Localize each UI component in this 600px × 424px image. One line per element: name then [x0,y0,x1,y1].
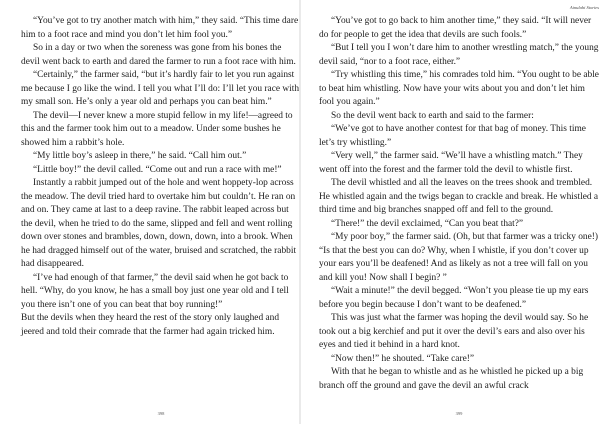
paragraph: This was just what the farmer was hoping the devil would say. So he took out a big kerchief and put it over the devil’s ears and also over his eyes and tied it behind in a hard knot. [319,313,589,350]
paragraph: With that he began to whistle and as he whistled he picked up a big branch off the ground and gave the devil an awful crack [319,367,584,391]
paragraph: “Wait a minute!” the devil begged. “Won’t you please tie up my ears before you begin because I don’t want to be deafened.” [319,286,589,310]
paragraph: “Now then!” he shouted. “Take care!” [331,353,475,364]
running-head: Ainulahi Stories [569,5,599,10]
page-number: 398 [157,411,165,416]
paragraph: “I’ve had enough of that farmer,” the devil said when he got back to hell. “Why, do you know, he has a small boy just one year old and I tell you there isn’t one of you can beat that boy running!” [21,272,289,310]
page-number: 399 [455,411,463,416]
paragraph: “There!” the devil exclaimed, “Can you beat that?” [331,218,524,229]
right-page [319,0,599,424]
paragraph: The devil—I never knew a more stupid fellow in my life!—agreed to this and the farmer took him out to a meadow. Under some bushes he showed him a rabbit’s hole. [21,110,293,148]
paragraph: But the devils when they heard the rest of the story only laughed and jeered and told their comrade that the farmer had again tricked him. [21,313,280,337]
book-gutter [299,0,301,424]
paragraph: “You’ve got to try another match with him,” they said. “This time dare him to a foot race and mind you don’t let him fool you.” [21,16,299,40]
paragraph: “My little boy’s asleep in there,” he said. “Call him out.” [33,151,247,161]
right-page-text [319,15,599,393]
paragraph: “Very well,” the farmer said. “We’ll have a whistling match.” They went off into the forest and the farmer told the devil to whistle first. [319,151,583,175]
paragraph: “Little boy!” the devil called. “Come out and run a race with me!” [33,164,282,175]
paragraph: So in a day or two when the soreness was gone from his bones the devil went back to earth and dared the farmer to run a foot race with him. [21,43,296,67]
paragraph: “Certainly,” the farmer said, “but it’s hardly fair to let you run against me because I go like the wind. I tell you what I’ll do: I’ll let you race with my small son. He’s only a year old and perhaps you can beat him.” [21,70,300,107]
left-page [21,0,301,424]
paragraph: “We’ve got to have another contest for that bag of money. This time let’s try whistling.” [319,124,586,148]
paragraph: Instantly a rabbit jumped out of the hole and went hoppety-lop across the meadow. The devil tried hard to overtake him but couldn’t. He ran on and on. They came at last to a deep ravine. The rabbit leaped across but the devil, when he tried to do the same, slipped and fell and went rolling down over stones and brambles, down, down, down, into a brook. When he had dragged himself out of the water, bruised and scratched, the rabbit had disappeared. [21,178,297,269]
paragraph: “My poor boy,” the farmer said. (Oh, but that farmer was a tricky one!) “Is that the best you can do? Why, when I whistle, if you don’t cover up your ears you’ll be deafened! And as likely as not a tree will fall on you and kill you! Now shall I begin? ” [319,232,599,283]
left-page-text [21,15,301,339]
paragraph: “But I tell you I won’t dare him to another wrestling match,” the young devil said, “nor to a foot race, either.” [319,43,599,67]
paragraph: “Try whistling this time,” his comrades told him. “You ought to be able to beat him whistling. Now have your wits about you and don’t let him fool you again.” [319,70,599,107]
paragraph: The devil whistled and all the leaves on the trees shook and trembled. He whistled again and the twigs began to crackle and break. He whistled a third time and big branches snapped off and fell to the ground. [319,178,599,215]
paragraph: “You’ve got to go back to him another time,” they said. “It will never do for people to get the idea that devils are such fools.” [319,16,592,40]
paragraph: So the devil went back to earth and said to the farmer: [331,110,534,121]
